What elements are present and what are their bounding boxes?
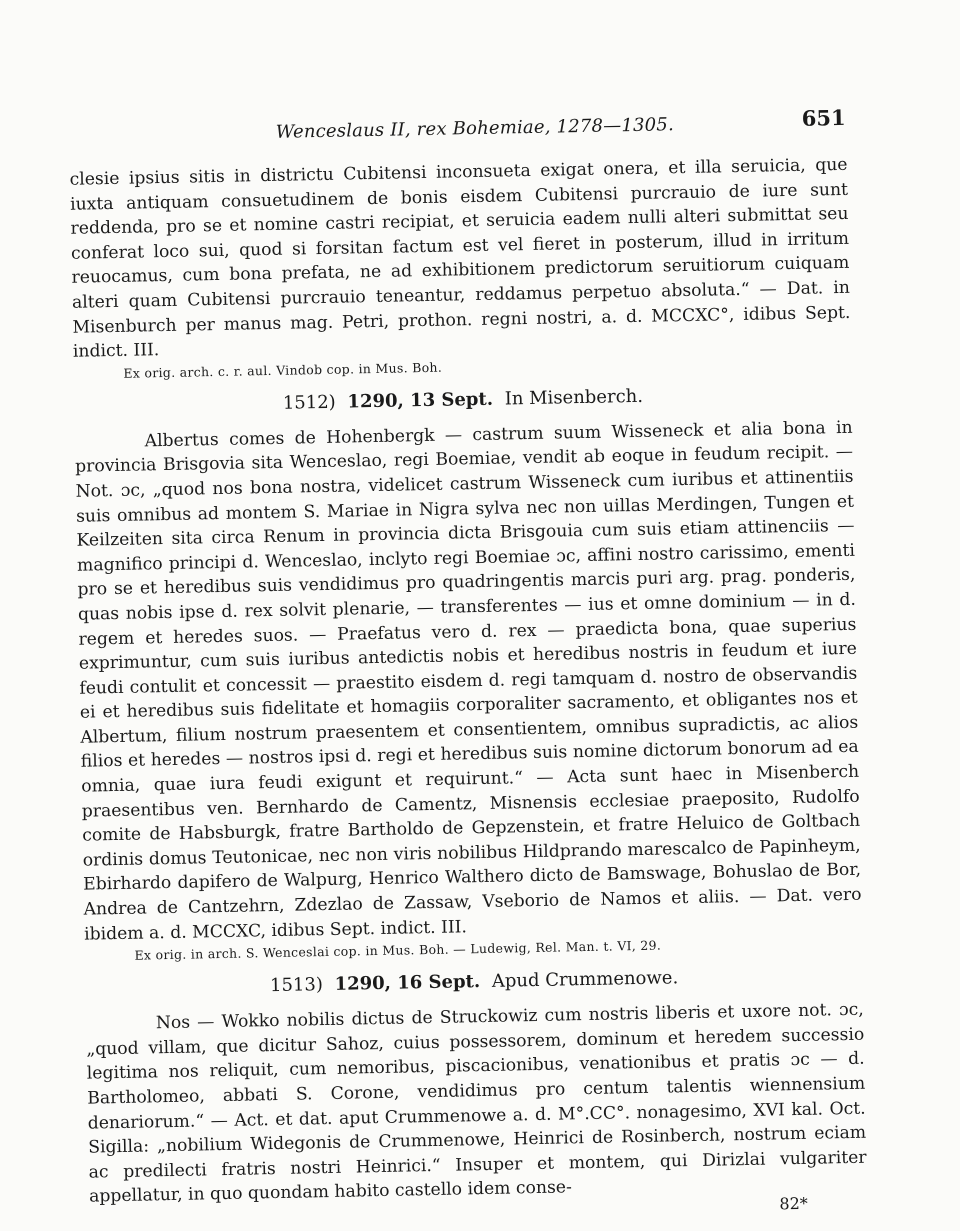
document-place: In Misenberch. [504,385,644,410]
document-number: 1512) [282,391,336,414]
running-title: Wenceslaus II, rex Bohemiae, 1278—1305. [275,114,675,143]
printer-signature-mark: 82* [779,1193,808,1214]
document-1512-heading [74,380,852,421]
page-body [69,153,867,1226]
page-header [71,104,846,156]
document-1512-source-note: Ex orig. in arch. S. Wenceslai cop. in Mus. Boh. — Ludewig, Rel. Man. t. VI, 29. [134,937,662,963]
continuation-source-note: Ex orig. arch. c. r. aul. Vindob cop. in Mus. Boh. [123,359,443,381]
document-1513-heading [85,962,863,1003]
page-number: 651 [801,104,846,131]
document-1513-text: Nos — Wokko nobilis dictus de Struckowiz cum nostris liberis et uxore not. ɔc, „quod villam, que dicitur Sahoz, cuius possessorem, dominum et heredem successio legitima nos reliquit, cum nemoribus, piscacionibus, venationibus et pratis ɔc — d. Bartholomeo, abbati S. Corone, vendidimus pro centum talentis wiennensium denariorum.“ — Act. et dat. aput Crummenowe a. d. M°.CC°. nonagesimo, XVI kal. Oct. Sigilla: „nobilium Widegonis de Crummenowe, Heinrici de Rosinberch, nostrum eciam ac predilecti fratris nostri Heinrici.“ Insuper et montem, qui Dirizlai vulgariter appellatur, in quo quondam habito castello idem conse- [86,999,867,1207]
continuation-text: clesie ipsius sitis in districtu Cubitensi inconsueta exigat onera, et illa seruicia, que iuxta antiquam consuetudinem de bonis eisdem Cubitensi purcrauio de iure sunt reddenda, pro se et nomine castri recipiat, et seruicia eadem nulli alteri submittat seu conferat loco sui, quod si forsitan factum est vel fieret in posterum, illud in irritum reuocamus, cum bona prefata, ne ad exhibitionem predictorum seruitiorum cuiquam alteri quam Cubitensi purcrauio teneantur, reddamus perpetuo absoluta.“ — Dat. in Misenburch per manus mag. Petri, prothon. regni nostri, a. d. MCCXC°, idibus Sept. indict. III. [69,154,851,362]
document-number: 1513) [269,974,324,997]
document-date: 1290, 13 Sept. [347,388,494,413]
document-place: Apud Crummenowe. [491,967,679,993]
document-date: 1290, 16 Sept. [334,971,481,996]
document-1512-text: Albertus comes de Hohenbergk — castrum suum Wisseneck et alia bona in provincia Brisgovia sita Wenceslao, regi Boemiae, vendit ab eoque in feudum recipit. — Not. ɔc, „quod nos bona nostra, videlicet castrum Wisseneck cum iuribus et attinentiis suis omnibus ad montem S. Mariae in Nigra sylva nec non uillas Merdingen, Tungen et Keilzeiten sita circa Renum in provincia dicta Brisgouia cum suis etiam attinenciis — magnifico principi d. Wenceslao, inclyto regi Boemiae ɔc, affini nostro carissimo, ementi pro se et heredibus suis vendidimus pro quadringentis marcis puri arg. prag. ponderis, quas nobis ipse d. rex solvit plenarie, — transferentes — ius et omne dominium — in d. regem et heredes suos. — Praefatus vero d. rex — praedicta bona, quae superius exprimuntur, cum suis iuribus antedictis nobis et heredibus nostris in feudum et iure feudi contulit et concessit — praestito eisdem d. regi tamquam d. nostro de observandis ei et heredibus suis fidelitate et homagiis corporaliter sacramento, et obligantes nos et Albertum, filium nostrum praesentem et consentientem, omnibus supradictis, ac alios filios et heredes — nostros ipsi d. regi et heredibus suis nomine dictorum bonorum ad ea omnia, quae iura feudi exigunt et requirunt.“ — Acta sunt haec in Misenberch praesentibus ven. Bernhardo de Camentz, Misnensis ecclesiae praeposito, Rudolfo comite de Habsburgk, fratre Bartholdo de Gepzenstein, et fratre Heluico de Goltbach ordinis domus Teutonicae, nec non viris nobilibus Hildprando marescalco de Papinheym, Ebirhardo dapifero de Walpurg, Henrico Walthero dicto de Bamswage, Bohuslao de Bor, Andrea de Cantzehrn, Zdezlao de Zassaw, Vseborio de Namos et aliis. — Dat. vero ibidem a. d. MCCXC, idibus Sept. indict. III. [74,417,862,945]
